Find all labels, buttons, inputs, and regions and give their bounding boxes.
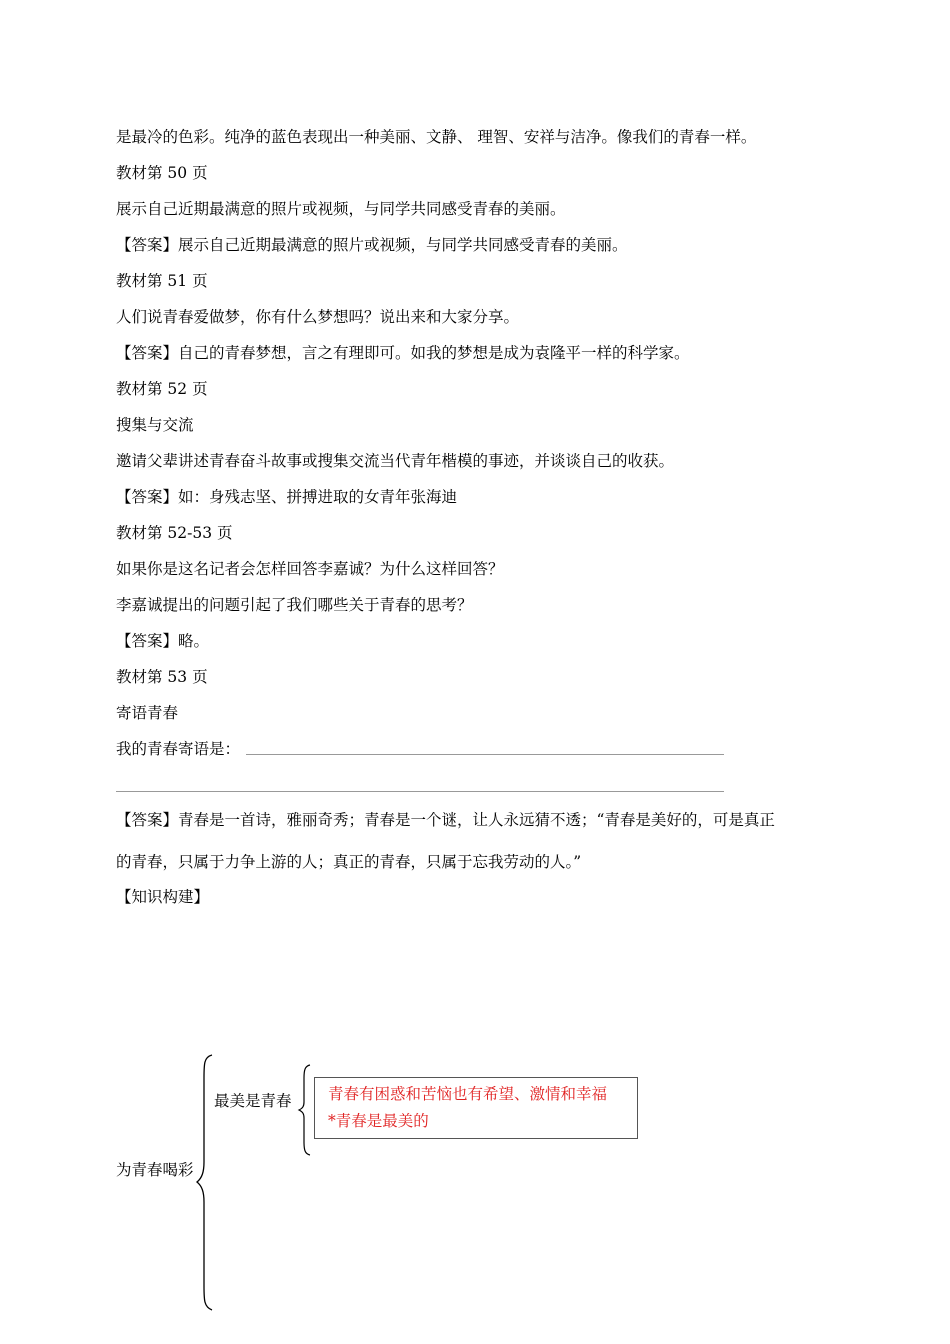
text-line: 寄语青春 [116, 704, 179, 722]
text-line: 教材第 53 页 [116, 668, 208, 686]
text-line: 搜集与交流 [116, 416, 194, 434]
text-line: 展示自己近期最满意的照片或视频，与同学共同感受青春的美丽。 [116, 200, 566, 218]
fill-in-blank-line [116, 791, 724, 792]
text-line: 【答案】略。 [116, 632, 210, 650]
section-heading: 【知识构建】 [116, 888, 210, 906]
mindmap-branch: 最美是青春 [214, 1092, 292, 1110]
box-text-line: *青春是最美的 [328, 1112, 429, 1130]
text-line: 教材第 51 页 [116, 272, 208, 290]
fill-in-blank-line [246, 754, 724, 755]
text-line: 李嘉诚提出的问题引起了我们哪些关于青春的思考？ [116, 596, 473, 614]
answer-line: 【答案】青春是一首诗，雅丽奇秀；青春是一个谜，让人永远猜不透；“青春是美好的，可是真正 [116, 811, 775, 829]
text-line: 【答案】如：身残志坚、拼搏进取的女青年张海迪 [116, 488, 458, 506]
text-line: 教材第 52-53 页 [116, 524, 233, 542]
text-line: 【答案】自己的青春梦想，言之有理即可。如我的梦想是成为袁隆平一样的科学家。 [116, 344, 690, 362]
text-line: 教材第 50 页 [116, 164, 208, 182]
box-text-line: 青春有困惑和苦恼也有希望、激情和幸福 [328, 1085, 608, 1103]
text-line: 如果你是这名记者会怎样回答李嘉诚？为什么这样回答？ [116, 560, 504, 578]
answer-line: 的青春，只属于力争上游的人；真正的青春，只属于忘我劳动的人。” [116, 853, 582, 871]
mindmap-box [314, 1077, 638, 1139]
text-line: 【答案】展示自己近期最满意的照片或视频，与同学共同感受青春的美丽。 [116, 236, 628, 254]
large-brace [196, 1054, 216, 1314]
text-line: 教材第 52 页 [116, 380, 208, 398]
text-line: 邀请父辈讲述青春奋斗故事或搜集交流当代青年楷模的事迹，并谈谈自己的收获。 [116, 452, 675, 470]
text-line: 我的青春寄语是： [116, 740, 241, 758]
small-brace [298, 1064, 312, 1156]
mindmap-root: 为青春喝彩 [116, 1161, 194, 1179]
text-line: 是最冷的色彩。纯净的蓝色表现出一种美丽、文静、 理智、安祥与洁净。像我们的青春一样。 [116, 128, 757, 146]
text-line: 人们说青春爱做梦，你有什么梦想吗？说出来和大家分享。 [116, 308, 520, 326]
